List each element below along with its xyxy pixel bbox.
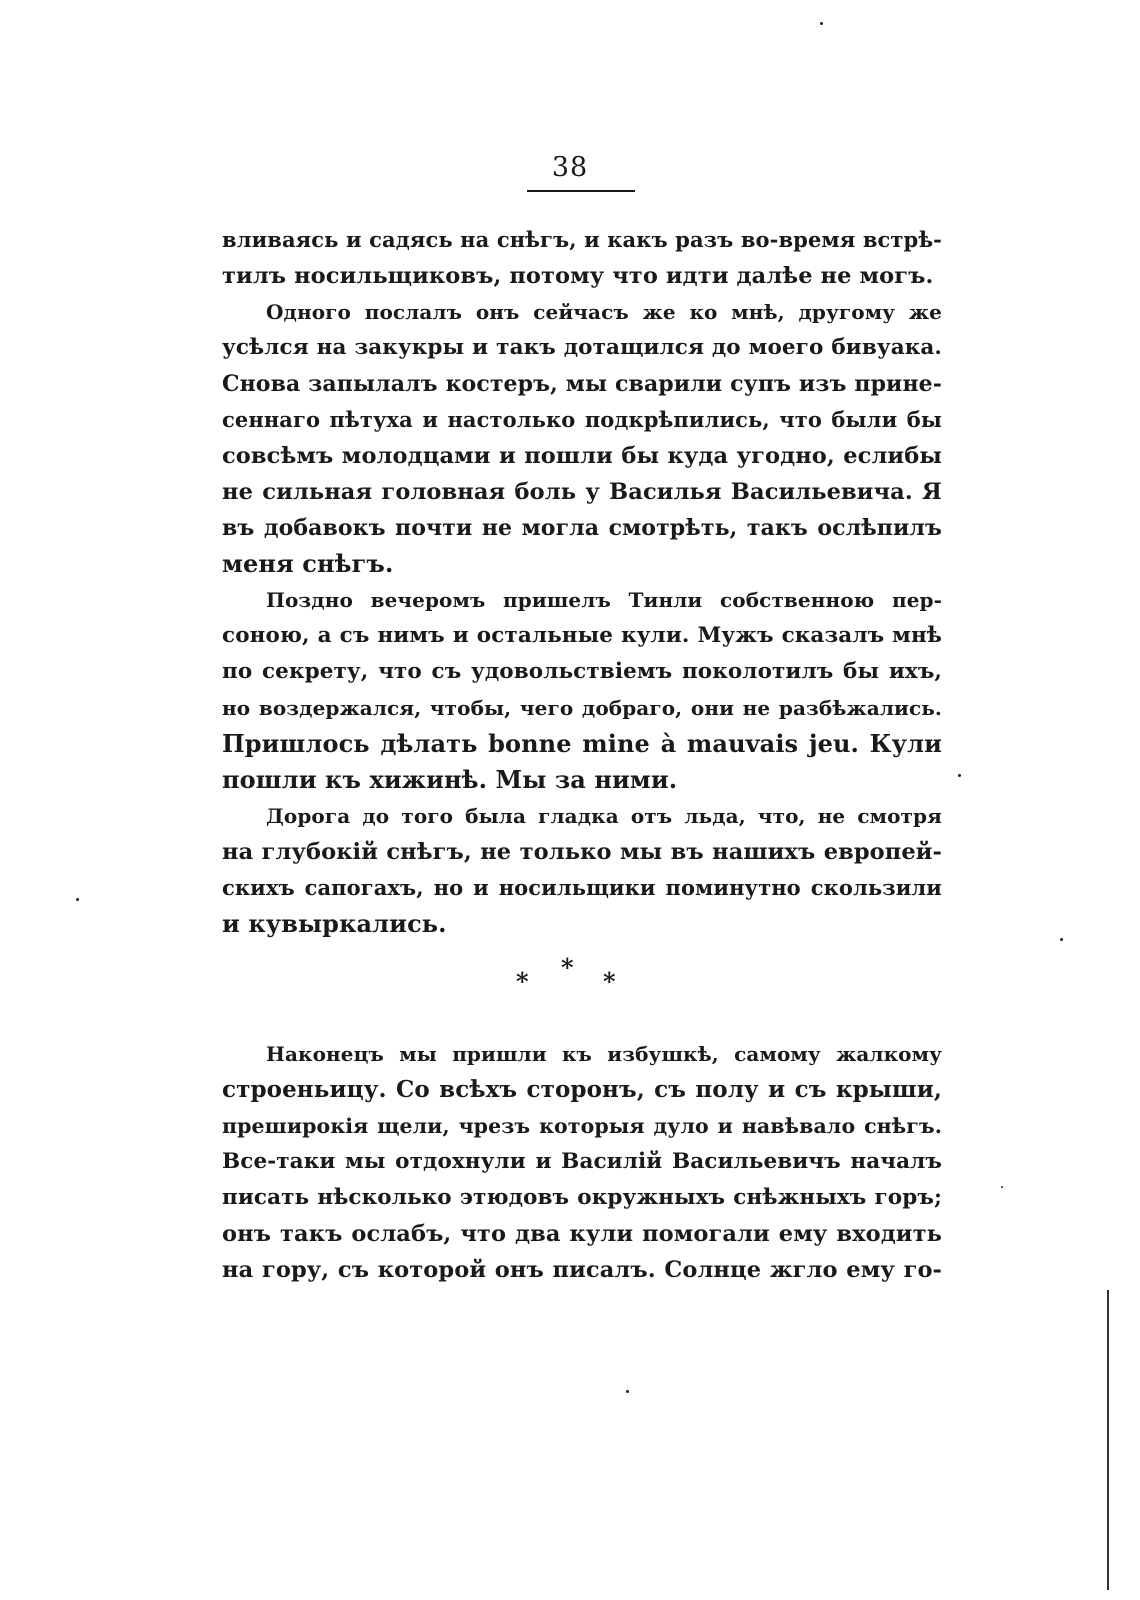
page-number-rule — [527, 190, 635, 192]
text-line: совсѣмъ молодцами и пошли бы куда угодно, еслибы — [222, 443, 942, 469]
text-line: преширокія щели, чрезъ которыя дуло и навѣвало снѣгъ. — [222, 1114, 942, 1138]
text-line: на гору, съ которой онъ писалъ. Солнце жгло ему го- — [222, 1257, 942, 1283]
text-line: меня снѣгъ. — [222, 549, 394, 578]
section-separator — [0, 953, 1140, 1004]
text-line: въ добавокъ почти не могла смотрѣть, такъ ослѣпилъ — [222, 515, 942, 541]
text-line: по секрету, что съ удовольствіемъ поколотилъ бы ихъ, — [222, 659, 942, 684]
text-line: вливаясь и садясь на снѣгъ, и какъ разъ во-время встрѣ- — [222, 227, 942, 252]
scan-speck — [626, 1390, 629, 1393]
separator-asterisk: * — [603, 967, 616, 996]
text-line: писать нѣсколько этюдовъ окружныхъ снѣжныхъ горъ; — [222, 1185, 942, 1210]
text-line: и кувыркались. — [222, 909, 447, 938]
text-line: на глубокій снѣгъ, не только мы въ нашихъ европей- — [222, 839, 942, 865]
scan-speck — [958, 774, 961, 777]
scan-speck — [1001, 1186, 1003, 1188]
paragraph — [222, 1036, 942, 1288]
text-line: Пришлось дѣлать bonne mine à mauvais jeu. Кули — [222, 729, 942, 758]
scan-edge-line — [1107, 1290, 1109, 1590]
text-line: скихъ сапогахъ, но и носильщики поминутно скользили — [222, 875, 942, 900]
text-line: Дорога до того была гладка отъ льда, что, не смотря — [266, 804, 942, 828]
text-line: усѣлся на закукры и такъ дотащился до моего бивуака. — [222, 335, 942, 360]
paragraph — [222, 222, 942, 294]
text-line: Наконецъ мы пришли къ избушкѣ, самому жалкому — [266, 1042, 942, 1066]
text-line: соною, а съ нимъ и остальные кули. Мужъ сказалъ мнѣ — [222, 623, 942, 648]
paragraph — [222, 582, 942, 798]
text-line: но воздержался, чтобы, чего добраго, они не разбѣжались. — [222, 696, 942, 720]
scan-speck — [820, 22, 823, 25]
text-line: сеннаго пѣтуха и настолько подкрѣпились, что были бы — [222, 407, 942, 432]
text-line: Все-таки мы отдохнули и Василій Васильевичъ началъ — [222, 1149, 942, 1174]
text-line: Поздно вечеромъ пришелъ Тинли собственною пер- — [266, 588, 942, 612]
paragraph — [222, 798, 942, 942]
text-line: онъ такъ ослабъ, что два кули помогали ему входить — [222, 1221, 942, 1247]
separator-asterisk: * — [561, 953, 574, 982]
text-block-after-separator — [222, 1036, 942, 1288]
separator-asterisk: * — [516, 967, 529, 996]
text-line: Одного послалъ онъ сейчасъ же ко мнѣ, другому же — [266, 300, 942, 324]
text-line: тилъ носильщиковъ, потому что идти далѣе не могъ. — [222, 263, 934, 289]
page-number: 38 — [551, 152, 589, 183]
text-line: пошли къ хижинѣ. Мы за ними. — [222, 765, 678, 794]
text-block-before-separator — [222, 222, 942, 942]
paragraph — [222, 294, 942, 582]
scan-speck — [1060, 938, 1063, 941]
text-line: Снова запылалъ костеръ, мы сварили супъ изъ прине- — [222, 371, 942, 397]
text-line: строеньицу. Со всѣхъ сторонъ, съ полу и съ крыши, — [222, 1076, 942, 1103]
scan-speck — [76, 898, 79, 901]
text-line: не сильная головная боль у Василья Васильевича. Я — [222, 479, 942, 505]
